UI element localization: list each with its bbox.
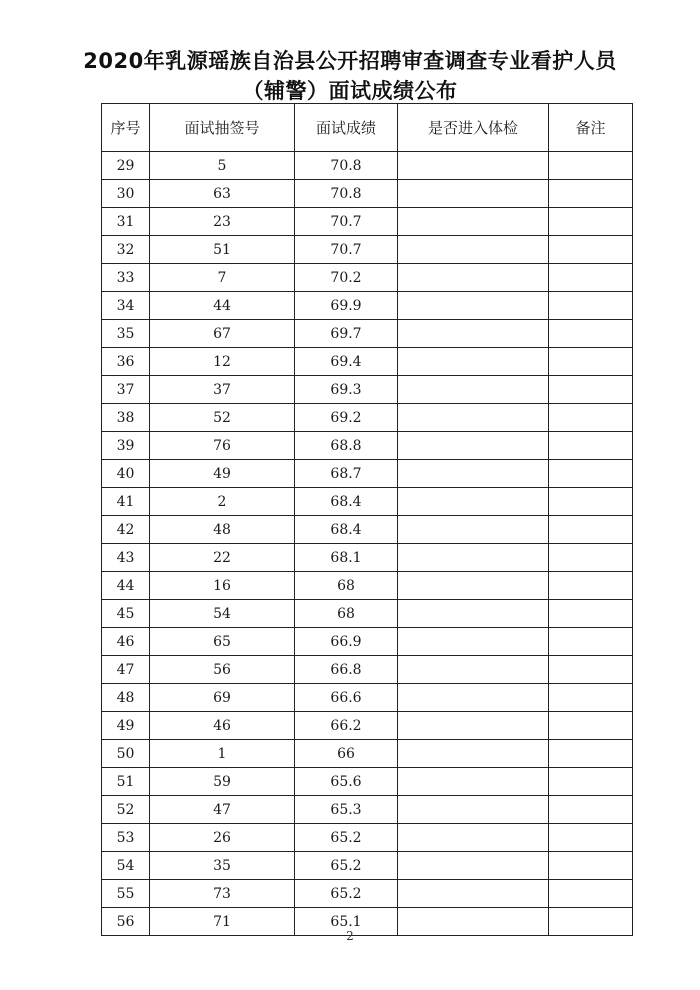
cell-physical-exam — [398, 628, 549, 656]
cell-physical-exam — [398, 656, 549, 684]
cell-interview-score: 68.4 — [295, 516, 398, 544]
cell-interview-score: 69.7 — [295, 320, 398, 348]
cell-index: 44 — [102, 572, 150, 600]
table-row — [102, 600, 633, 628]
cell-remarks — [549, 600, 633, 628]
cell-remarks — [549, 852, 633, 880]
table-row — [102, 180, 633, 208]
cell-physical-exam — [398, 880, 549, 908]
cell-interview-score: 68 — [295, 572, 398, 600]
table-row — [102, 432, 633, 460]
header-remarks: 备注 — [549, 104, 633, 152]
table-row — [102, 152, 633, 180]
cell-index: 38 — [102, 404, 150, 432]
score-table — [101, 103, 633, 936]
cell-draw-number: 54 — [150, 600, 295, 628]
table-row — [102, 852, 633, 880]
page-number: 2 — [346, 929, 354, 943]
cell-index: 43 — [102, 544, 150, 572]
table-row — [102, 460, 633, 488]
cell-index: 56 — [102, 908, 150, 936]
cell-remarks — [549, 320, 633, 348]
header-physical-exam: 是否进入体检 — [398, 104, 549, 152]
cell-physical-exam — [398, 348, 549, 376]
cell-index: 40 — [102, 460, 150, 488]
cell-physical-exam — [398, 404, 549, 432]
cell-physical-exam — [398, 376, 549, 404]
cell-interview-score: 68.4 — [295, 488, 398, 516]
cell-draw-number: 73 — [150, 880, 295, 908]
cell-index: 39 — [102, 432, 150, 460]
table-row — [102, 768, 633, 796]
cell-draw-number: 26 — [150, 824, 295, 852]
cell-remarks — [549, 516, 633, 544]
cell-draw-number: 44 — [150, 292, 295, 320]
cell-index: 46 — [102, 628, 150, 656]
table-row — [102, 824, 633, 852]
cell-physical-exam — [398, 516, 549, 544]
cell-draw-number: 65 — [150, 628, 295, 656]
cell-interview-score: 70.7 — [295, 208, 398, 236]
document-title-line2: （辅警）面试成绩公布 — [242, 79, 458, 103]
cell-remarks — [549, 824, 633, 852]
table-row — [102, 208, 633, 236]
cell-remarks — [549, 208, 633, 236]
cell-index: 55 — [102, 880, 150, 908]
cell-index: 50 — [102, 740, 150, 768]
cell-interview-score: 65.1 — [295, 908, 398, 936]
cell-remarks — [549, 264, 633, 292]
table-row — [102, 740, 633, 768]
cell-interview-score: 70.8 — [295, 180, 398, 208]
cell-interview-score: 66.2 — [295, 712, 398, 740]
cell-remarks — [549, 768, 633, 796]
cell-index: 45 — [102, 600, 150, 628]
cell-interview-score: 65.3 — [295, 796, 398, 824]
cell-draw-number: 1 — [150, 740, 295, 768]
cell-physical-exam — [398, 600, 549, 628]
cell-physical-exam — [398, 152, 549, 180]
cell-interview-score: 65.2 — [295, 880, 398, 908]
cell-remarks — [549, 712, 633, 740]
cell-interview-score: 68.7 — [295, 460, 398, 488]
cell-remarks — [549, 740, 633, 768]
table-body — [102, 152, 633, 936]
cell-physical-exam — [398, 292, 549, 320]
cell-remarks — [549, 432, 633, 460]
table-row — [102, 516, 633, 544]
table-header-row — [102, 104, 633, 152]
cell-interview-score: 65.2 — [295, 824, 398, 852]
cell-index: 34 — [102, 292, 150, 320]
cell-draw-number: 7 — [150, 264, 295, 292]
cell-draw-number: 47 — [150, 796, 295, 824]
cell-remarks — [549, 180, 633, 208]
cell-draw-number: 71 — [150, 908, 295, 936]
table-row — [102, 544, 633, 572]
cell-remarks — [549, 544, 633, 572]
table-row — [102, 796, 633, 824]
table-row — [102, 628, 633, 656]
cell-interview-score: 69.3 — [295, 376, 398, 404]
cell-interview-score: 69.9 — [295, 292, 398, 320]
cell-interview-score: 66 — [295, 740, 398, 768]
cell-physical-exam — [398, 180, 549, 208]
cell-remarks — [549, 684, 633, 712]
cell-index: 37 — [102, 376, 150, 404]
cell-index: 53 — [102, 824, 150, 852]
cell-physical-exam — [398, 488, 549, 516]
cell-physical-exam — [398, 432, 549, 460]
cell-index: 32 — [102, 236, 150, 264]
cell-interview-score: 70.8 — [295, 152, 398, 180]
cell-remarks — [549, 236, 633, 264]
table-row — [102, 712, 633, 740]
table-row — [102, 572, 633, 600]
cell-physical-exam — [398, 208, 549, 236]
cell-physical-exam — [398, 852, 549, 880]
cell-remarks — [549, 796, 633, 824]
cell-physical-exam — [398, 460, 549, 488]
cell-index: 47 — [102, 656, 150, 684]
cell-physical-exam — [398, 684, 549, 712]
cell-interview-score: 66.6 — [295, 684, 398, 712]
cell-remarks — [549, 152, 633, 180]
cell-draw-number: 52 — [150, 404, 295, 432]
table-row — [102, 320, 633, 348]
cell-remarks — [549, 880, 633, 908]
cell-draw-number: 69 — [150, 684, 295, 712]
cell-draw-number: 49 — [150, 460, 295, 488]
cell-remarks — [549, 376, 633, 404]
table-row — [102, 376, 633, 404]
cell-interview-score: 68.8 — [295, 432, 398, 460]
table-row — [102, 348, 633, 376]
cell-index: 36 — [102, 348, 150, 376]
cell-index: 42 — [102, 516, 150, 544]
cell-draw-number: 63 — [150, 180, 295, 208]
cell-physical-exam — [398, 824, 549, 852]
cell-physical-exam — [398, 796, 549, 824]
cell-draw-number: 51 — [150, 236, 295, 264]
cell-remarks — [549, 572, 633, 600]
cell-draw-number: 59 — [150, 768, 295, 796]
cell-interview-score: 70.7 — [295, 236, 398, 264]
cell-draw-number: 35 — [150, 852, 295, 880]
header-interview-score: 面试成绩 — [295, 104, 398, 152]
table-row — [102, 404, 633, 432]
cell-interview-score: 65.6 — [295, 768, 398, 796]
header-index: 序号 — [102, 104, 150, 152]
cell-draw-number: 67 — [150, 320, 295, 348]
cell-remarks — [549, 656, 633, 684]
cell-index: 33 — [102, 264, 150, 292]
cell-draw-number: 23 — [150, 208, 295, 236]
cell-draw-number: 12 — [150, 348, 295, 376]
cell-physical-exam — [398, 544, 549, 572]
cell-interview-score: 69.2 — [295, 404, 398, 432]
cell-index: 48 — [102, 684, 150, 712]
table-row — [102, 264, 633, 292]
cell-index: 49 — [102, 712, 150, 740]
cell-index: 35 — [102, 320, 150, 348]
cell-interview-score: 70.2 — [295, 264, 398, 292]
cell-draw-number: 2 — [150, 488, 295, 516]
cell-draw-number: 76 — [150, 432, 295, 460]
cell-interview-score: 66.9 — [295, 628, 398, 656]
header-draw-number: 面试抽签号 — [150, 104, 295, 152]
cell-index: 54 — [102, 852, 150, 880]
table-row — [102, 292, 633, 320]
cell-remarks — [549, 348, 633, 376]
cell-interview-score: 68.1 — [295, 544, 398, 572]
table-row — [102, 684, 633, 712]
cell-index: 31 — [102, 208, 150, 236]
cell-draw-number: 37 — [150, 376, 295, 404]
cell-physical-exam — [398, 236, 549, 264]
cell-index: 41 — [102, 488, 150, 516]
cell-remarks — [549, 404, 633, 432]
cell-draw-number: 16 — [150, 572, 295, 600]
cell-remarks — [549, 628, 633, 656]
cell-interview-score: 69.4 — [295, 348, 398, 376]
cell-index: 30 — [102, 180, 150, 208]
cell-draw-number: 5 — [150, 152, 295, 180]
cell-draw-number: 56 — [150, 656, 295, 684]
cell-index: 29 — [102, 152, 150, 180]
table-row — [102, 488, 633, 516]
cell-draw-number: 48 — [150, 516, 295, 544]
cell-physical-exam — [398, 712, 549, 740]
cell-physical-exam — [398, 768, 549, 796]
table-row — [102, 656, 633, 684]
cell-index: 51 — [102, 768, 150, 796]
cell-remarks — [549, 292, 633, 320]
cell-draw-number: 22 — [150, 544, 295, 572]
cell-physical-exam — [398, 264, 549, 292]
cell-draw-number: 46 — [150, 712, 295, 740]
cell-interview-score: 68 — [295, 600, 398, 628]
cell-physical-exam — [398, 740, 549, 768]
cell-interview-score: 66.8 — [295, 656, 398, 684]
cell-physical-exam — [398, 572, 549, 600]
cell-remarks — [549, 488, 633, 516]
table-row — [102, 236, 633, 264]
cell-index: 52 — [102, 796, 150, 824]
cell-interview-score: 65.2 — [295, 852, 398, 880]
cell-physical-exam — [398, 320, 549, 348]
document-title-line1: 2020年乳源瑶族自治县公开招聘审查调查专业看护人员 — [83, 49, 617, 73]
table-row — [102, 880, 633, 908]
cell-remarks — [549, 460, 633, 488]
